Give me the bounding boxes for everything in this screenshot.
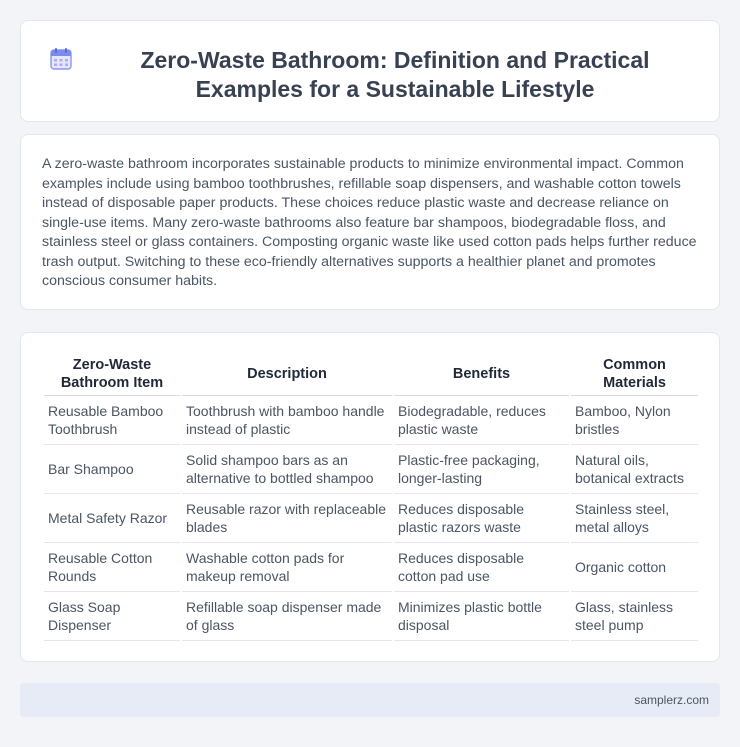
table-row <box>44 542 698 591</box>
cell-description: Reusable razor with replaceable blades <box>181 493 393 542</box>
table-row <box>44 493 698 542</box>
header-description: Description <box>181 353 393 395</box>
calendar-icon <box>49 47 73 71</box>
cell-benefits: Plastic-free packaging, longer-lasting <box>393 444 570 493</box>
cell-materials: Bamboo, Nylon bristles <box>570 395 698 444</box>
cell-item: Metal Safety Razor <box>44 493 181 542</box>
footer-bar <box>20 683 720 717</box>
table-header-row <box>44 353 698 395</box>
cell-item: Reusable Cotton Rounds <box>44 542 181 591</box>
table-card <box>20 332 720 662</box>
header-materials: Common Materials <box>570 353 698 395</box>
cell-materials: Stainless steel, metal alloys <box>570 493 698 542</box>
cell-item: Glass Soap Dispenser <box>44 591 181 640</box>
cell-benefits: Reduces disposable cotton pad use <box>393 542 570 591</box>
cell-materials: Glass, stainless steel pump <box>570 591 698 640</box>
intro-paragraph: A zero-waste bathroom incorporates sustainable products to minimize environmental impact. Common examples include using bamboo toothbrushes, refillable soap dispensers, and washable cotton towels instead of disposable paper products. These choices reduce plastic waste and decrease reliance on single-use items. Many zero-waste bathrooms also feature bar shampoos, biodegradable floss, and stainless steel or glass containers. Composting organic waste like used cotton pads helps further reduce trash output. Switching to these eco-friendly alternatives supports a healthier planet and promotes conscious consumer habits. <box>42 156 697 289</box>
cell-benefits: Biodegradable, reduces plastic waste <box>393 395 570 444</box>
cell-description: Toothbrush with bamboo handle instead of plastic <box>181 395 393 444</box>
table-row <box>44 444 698 493</box>
page-title: Zero-Waste Bathroom: Definition and Practical Examples for a Sustainable Lifestyle <box>140 47 650 102</box>
cell-materials: Natural oils, botanical extracts <box>570 444 698 493</box>
header-item: Zero-Waste Bathroom Item <box>44 353 181 395</box>
table-row <box>44 591 698 640</box>
cell-materials: Organic cotton <box>570 542 698 591</box>
cell-item: Reusable Bamboo Toothbrush <box>44 395 181 444</box>
cell-benefits: Reduces disposable plastic razors waste <box>393 493 570 542</box>
table-row <box>44 395 698 444</box>
title-card <box>20 20 720 122</box>
header-benefits: Benefits <box>393 353 570 395</box>
cell-description: Solid shampoo bars as an alternative to bottled shampoo <box>181 444 393 493</box>
cell-description: Washable cotton pads for makeup removal <box>181 542 393 591</box>
cell-description: Refillable soap dispenser made of glass <box>181 591 393 640</box>
cell-benefits: Minimizes plastic bottle disposal <box>393 591 570 640</box>
items-table <box>44 353 698 641</box>
intro-card <box>20 134 720 310</box>
cell-item: Bar Shampoo <box>44 444 181 493</box>
footer-site-link[interactable]: samplerz.com <box>634 693 709 707</box>
